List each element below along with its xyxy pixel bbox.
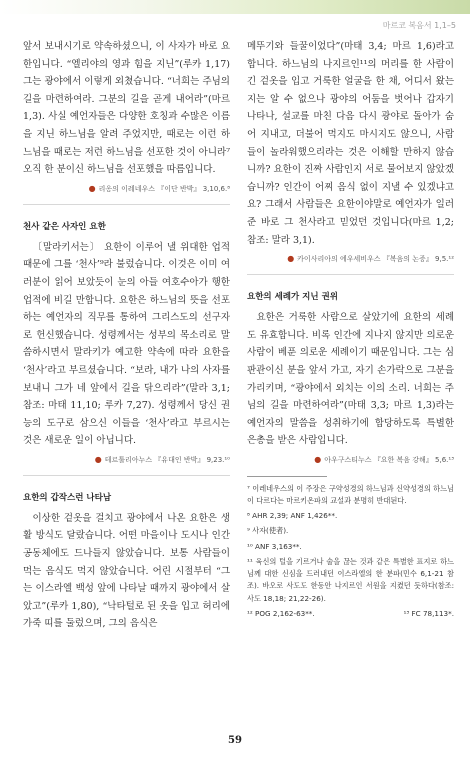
right-column [247,38,454,623]
body-paragraph: 앞서 보내시기로 약속하셨으니, 이 사자가 바로 요한입니다. “엘리야의 영과 힘을 지닌”(루카 1,17) 그는 광야에서 이렇게 외쳤습니다. “너희는 주님의 길을 마련하여라. 그분의 길을 곧게 내어라”(마르 1,3). 사실 예언자들은 다양한 호칭과 수많은 이름을 지닌 하느님을 알려 주었지만, 때로는 이런 하느님을 때로는 저런 하느님을 선포한 것이 아니라⁷ 오직 한 분이신 하느님을 선포했을 따름입니다. [23,41,230,176]
section-heading: 천사 같은 사자인 요한 [23,221,106,232]
footnote: ⁸ AHR 2,39; ANF 1,426**. [247,511,338,521]
body-paragraph: 메뚜기와 들꿀이었다”(마태 3,4; 마르 1,6)라고 합니다. 하느님의 나지르인¹¹의 머리를 한 사람이 긴 겉옷을 입고 거룩한 얼굴을 한 채, 어디서 왔는지는 알 수 없으나 광야의 어둠을 벗어나 갑자기 나타나, 설교를 마친 다음 다시 광야로 돌아가 숨어 지내고, 더불어 먹지도 마시지도 않으니, 사람들이 놀라워했으리라는 것은 이해할 만하지 않습니까? 요한이 진짜 사람인지 서로 물어보지 않았겠습니까? 인간이 어찌 음식 없이 지낼 수 있겠냐고요? 그래서 사람들은 요한이야말로 예언자가 일러 준 바로 그 천사라고 믿었던 것입니다(마르 1,2; 참조: 말라 3,1). [247,41,454,246]
page-number: 59 [228,735,242,746]
section-divider [247,274,454,275]
header-gradient-bar [0,0,470,14]
footnote: ⁹ 사자(使者). [247,526,289,536]
source-citation: ● 카이사리아의 에우세비우스 『복음의 논증』 9,5.¹² [287,254,454,264]
footnote-row [247,608,454,623]
footnote: ¹⁰ ANF 3,163**. [247,541,302,551]
left-column [23,38,230,633]
body-paragraph: 〔말라키서는〕 요한이 이루어 낼 위대한 업적 때문에 그를 ‘천사’⁹라 불렀습니다. 이것은 이미 여러분이 읽어 보았듯이 눈의 아들 여호수아가 행한 업적에 비길 만합니다. 요한은 하느님의 뜻을 선포하는 예언자의 직무를 통하여 그리스도의 선구자로 헌신했습니다. 성령께서는 성부의 목소리로 말씀하시면서 말라키가 예고한 약속에 따라 요한을 ‘천사’라고 부르셨습니다. “보라, 내가 나의 사자를 보내니 그가 네 앞에서 길을 닦으리라”(말라 3,1; 참조: 마태 11,10; 루카 7,27). 성령께서 당신 권능의 도구로 삼으신 이들을 ‘천사’라고 부르시는 것은 새로운 일이 아닙니다. [23,241,230,447]
body-paragraph: 이상한 겉옷을 걸치고 광야에서 나온 요한은 생활 방식도 달랐습니다. 어떤 마을이나 도시나 인간 공동체에도 드나들지 않았습니다. 보통 사람들이 먹는 음식도 먹지 않았습니다. 어린 시절부터 “그는 이스라엘 백성 앞에 나타날 때까지 광야에서 살았고”(루카 1,80), “낙타털로 된 옷을 입고 허리에 가죽 띠를 둘렀으며, 그의 음식은 [23,512,230,630]
bullet-icon: ● [88,183,96,193]
footnote: ⁷ 이레네우스의 이 주장은 구약성경의 하느님과 신약성경의 하느님이 다르다는 마르키온파의 교설과 분명히 반대된다. [247,483,454,506]
source-citation: ● 아우구스티누스 『요한 복음 강해』 5,6.¹³ [314,454,454,464]
section-heading: 요한의 갑작스런 나타남 [23,492,112,503]
source-citation: ● 테르툴리아누스 『유대인 반박』 9,23.¹⁰ [94,454,230,464]
section-divider [23,204,230,205]
footnote: ¹¹ 육신의 털을 기르거나 술을 끊는 것과 같은 특별한 표지로 하느님께 대한 신심을 드러내던 이스라엘의 한 분파(민수 6,1-21 참조). 바오로 사도도 한동안 나지르인 서원을 지켰던 듯하다(참조: 사도 18,18; 21,22-26). [247,556,454,603]
section-heading: 요한의 세례가 지닌 권위 [247,292,338,303]
section-divider [23,475,230,476]
footnote-rule [247,476,327,477]
bullet-icon: ● [287,254,295,264]
body-paragraph: 요한은 거룩한 사람으로 살았기에 요한의 세례도 유효합니다. 비록 인간에 지나지 않지만 의로운 사람이 베푼 의로운 세례이기 때문입니다. 그는 심판관이신 분을 앞서 가고, 자기 손가락으로 그분을 가리키며, “광야에서 외치는 이의 소리. 너희는 주님의 길을 마련하여라”(마태 3,3; 마르 1,3)라는 예언자의 말씀을 성취하기에 합당하도록 특별한 은총을 받은 사람입니다. [247,312,454,447]
bullet-icon: ● [94,454,102,464]
bullet-icon: ● [314,454,322,464]
running-title: 마르코 복음서 1,1–5 [382,21,456,30]
footnote: ¹² POG 2,162-63**. [247,608,315,618]
source-citation: ● 리옹의 이레네우스 『이단 반박』 3,10,6.⁸ [88,183,230,193]
footnote: ¹³ FC 78,113*. [403,608,454,618]
